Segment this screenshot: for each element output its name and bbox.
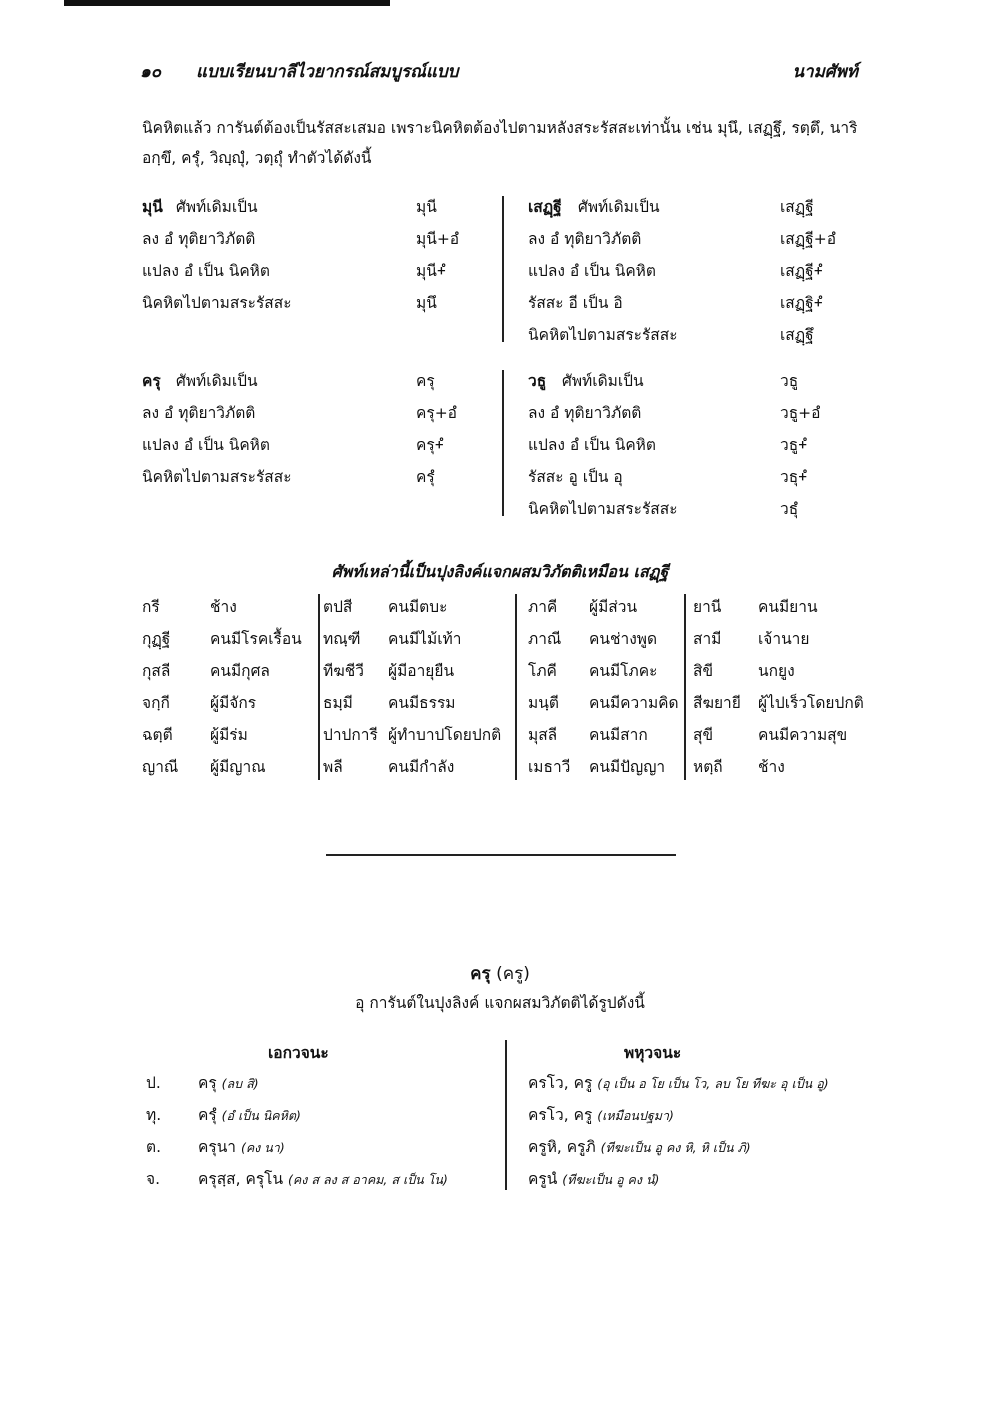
singular-form — [198, 1070, 259, 1095]
vocab-meaning: ผู้มีญาณ — [210, 758, 266, 776]
declension-gloss: (ครู) — [496, 964, 530, 984]
vocab-word: สามี — [693, 630, 722, 648]
plural-note: (เหมือนปฐมา) — [597, 1108, 674, 1123]
derivation-value: เสฏฺฐี+ํ — [780, 262, 823, 280]
plural-form — [528, 1070, 829, 1095]
vocab-word: สุขี — [693, 726, 714, 744]
vocab-meaning: ผู้ทำบาปโดยปกติ — [388, 726, 502, 744]
singular-word: ครุนา — [198, 1138, 236, 1156]
vocab-meaning: คนมีปัญญา — [589, 758, 666, 776]
derivation-value: เสฏฺฐิ+ํ — [780, 294, 823, 312]
vocab-word: ภาคี — [528, 598, 558, 616]
derivation-word: ครุ — [142, 372, 161, 390]
derivation-value: วธู+อํ — [780, 404, 821, 422]
vocab-meaning: ผู้มีจักร — [210, 694, 257, 712]
vocab-word: ญาณี — [142, 758, 179, 776]
derivation-word: เสฏฺฐี — [528, 198, 562, 216]
vocab-meaning: ผู้มีร่ม — [210, 726, 248, 744]
singular-word: ครุสฺส, ครุโน — [198, 1170, 284, 1188]
vocab-meaning: เจ้านาย — [758, 630, 810, 648]
derivation-label: ศัพท์เดิมเป็น — [176, 372, 258, 390]
derivation-word: วธู — [528, 372, 547, 390]
top-rule — [64, 0, 390, 6]
vocab-word: จกฺกี — [142, 694, 170, 712]
vocab-word: สิขี — [693, 662, 714, 680]
book-title: แบบเรียนบาลีไวยากรณ์สมบูรณ์แบบ — [196, 62, 459, 82]
divider-vertical — [502, 196, 504, 342]
derivation-label: ลง อํ ทุติยาวิภัตติ — [142, 404, 256, 422]
derivation-value: วธุ+ํ — [780, 468, 808, 486]
plural-form — [528, 1166, 659, 1191]
page-number: ๑๐ — [140, 62, 162, 82]
derivation-label: ลง อํ ทุติยาวิภัตติ — [528, 230, 642, 248]
derivation-label: รัสสะ อี เป็น อิ — [528, 294, 623, 312]
vocab-meaning: คนมียาน — [758, 598, 818, 616]
vocab-meaning: ผู้มีอายุยืน — [388, 662, 455, 680]
plural-form — [528, 1102, 674, 1127]
divider-vertical — [505, 1040, 507, 1190]
derivation-label: ศัพท์เดิมเป็น — [578, 198, 660, 216]
singular-form — [198, 1166, 448, 1191]
vocab-title: ศัพท์เหล่านี้เป็นปุงลิงค์แจกผสมวิภัตติเหมือน เสฏฺฐี — [331, 562, 669, 581]
plural-note: (ทีฆะเป็น อู คง นํ) — [562, 1172, 660, 1187]
vocab-meaning: ช้าง — [758, 758, 785, 776]
derivation-value: เสฏฺฐี — [780, 198, 814, 216]
vocab-meaning: คนมีกำลัง — [388, 758, 455, 776]
derivation-value: ครุํ — [416, 468, 435, 486]
intro-line: อกฺขึ, ครุํ, วิญฺญุํ, วตฺถุํ ทำตัวได้ดังนี้ — [142, 149, 372, 167]
derivation-label: แปลง อํ เป็น นิคหิต — [142, 436, 270, 454]
declension-subtitle: อุ การันต์ในปุงลิงค์ แจกผสมวิภัตติได้รูปดังนี้ — [355, 994, 645, 1012]
case-label: ทุ. — [146, 1106, 162, 1124]
vocab-meaning: คนมีความสุข — [758, 726, 848, 744]
divider-vertical — [502, 370, 504, 516]
derivation-label: ศัพท์เดิมเป็น — [176, 198, 258, 216]
derivation-label: ลง อํ ทุติยาวิภัตติ — [528, 404, 642, 422]
case-label: ป. — [146, 1074, 161, 1092]
singular-word: ครุ — [198, 1074, 217, 1092]
singular-form — [198, 1102, 301, 1127]
derivation-value: ครุ — [416, 372, 435, 390]
declension-heading — [0, 960, 1000, 987]
derivation-label: นิคหิตไปตามสระรัสสะ — [142, 468, 292, 486]
vocab-word: ยานี — [693, 598, 722, 616]
intro-paragraph — [142, 113, 858, 173]
vocab-meaning: คนมีไม้เท้า — [388, 630, 462, 648]
vocab-meaning: คนมีสาก — [589, 726, 648, 744]
plural-header: พหุวจนะ — [624, 1044, 682, 1062]
vocab-word: เมธาวี — [528, 758, 571, 776]
plural-word: ครโว, ครู — [528, 1106, 593, 1124]
plural-note: (อุ เป็น อ โย เป็น โว, ลบ โย ทีฆะ อุ เป็น อู) — [597, 1076, 829, 1091]
derivation-value: วธุํ — [780, 500, 799, 518]
vocab-word: โภคี — [528, 662, 557, 680]
vocab-meaning: ผู้มีส่วน — [589, 598, 638, 616]
derivation-label: นิคหิตไปตามสระรัสสะ — [528, 326, 678, 344]
vocab-word: กุสลี — [142, 662, 171, 680]
vocab-meaning: คนมีธรรม — [388, 694, 456, 712]
singular-note: (คง ส ลง ส อาคม, ส เป็น โน) — [288, 1172, 448, 1187]
derivation-value: ครุ+ํ — [416, 436, 444, 454]
vocab-word: ตปสี — [323, 598, 353, 616]
vocab-word: สีฆยายี — [693, 694, 741, 712]
vocab-meaning: คนมีความคิด — [589, 694, 679, 712]
derivation-label: แปลง อํ เป็น นิคหิต — [142, 262, 270, 280]
vocab-meaning: คนมีโรคเรื้อน — [210, 630, 302, 648]
plural-word: ครูหิ, ครูภิ — [528, 1138, 596, 1156]
vocab-word: กรี — [142, 598, 160, 616]
singular-note: (ลบ สิ) — [221, 1076, 259, 1091]
divider-vertical — [684, 594, 686, 780]
derivation-word: มุนี — [142, 198, 163, 216]
vocab-word: ฉตฺตี — [142, 726, 173, 744]
case-label: ต. — [146, 1138, 161, 1156]
vocab-word: มุสลี — [528, 726, 558, 744]
singular-note: (คง นา) — [240, 1140, 285, 1155]
derivation-value: มุนึ — [416, 294, 437, 312]
vocab-word: ทณฺฑี — [323, 630, 361, 648]
derivation-value: มุนี+อํ — [416, 230, 460, 248]
derivation-label: ศัพท์เดิมเป็น — [562, 372, 644, 390]
vocab-meaning: ผู้ไปเร็วโดยปกติ — [758, 694, 864, 712]
derivation-value: วธู — [780, 372, 799, 390]
vocab-meaning: คนมีตบะ — [388, 598, 448, 616]
vocab-meaning: คนมีกุศล — [210, 662, 270, 680]
plural-word: ครโว, ครู — [528, 1074, 593, 1092]
plural-note: (ทีฆะเป็น อู คง หิ, หิ เป็น ภิ) — [600, 1140, 751, 1155]
derivation-label: รัสสะ อู เป็น อุ — [528, 468, 623, 486]
derivation-value: เสฏฺฐึ — [780, 326, 814, 344]
divider-vertical — [515, 594, 517, 780]
derivation-value: มุนี — [416, 198, 437, 216]
singular-header: เอกวจนะ — [268, 1044, 329, 1062]
vocab-meaning: คนช่างพูด — [589, 630, 658, 648]
plural-word: ครูนํ — [528, 1170, 558, 1188]
vocab-word: ปาปการี — [323, 726, 378, 744]
derivation-label: แปลง อํ เป็น นิคหิต — [528, 262, 656, 280]
case-label: จ. — [146, 1170, 161, 1188]
intro-line: นิคหิตแล้ว การันต์ต้องเป็นรัสสะเสมอ เพราะนิคหิตต้องไปตามหลังสระรัสสะเท่านั้น เช่น มุนึ, เสฏฺฐึ, รตฺตึ, นาริ — [142, 119, 858, 137]
vocab-word: มนฺตี — [528, 694, 559, 712]
vocab-word: กุฏฺฐี — [142, 630, 171, 648]
derivation-value: เสฏฺฐี+อํ — [780, 230, 837, 248]
derivation-value: ครุ+อํ — [416, 404, 457, 422]
derivation-value: มุนี+ํ — [416, 262, 446, 280]
singular-form — [198, 1134, 285, 1159]
vocab-word: หตฺถี — [693, 758, 723, 776]
vocab-meaning: คนมีโภคะ — [589, 662, 658, 680]
divider-vertical — [318, 594, 320, 780]
declension-word: ครุ — [470, 964, 491, 984]
singular-note: (อํ เป็น นิคหิต) — [221, 1108, 301, 1123]
section-separator — [326, 854, 676, 856]
vocab-word: ธมฺมี — [323, 694, 353, 712]
derivation-label: แปลง อํ เป็น นิคหิต — [528, 436, 656, 454]
derivation-label: นิคหิตไปตามสระรัสสะ — [528, 500, 678, 518]
derivation-value: วธู+ํ — [780, 436, 808, 454]
singular-word: ครุํ — [198, 1106, 217, 1124]
derivation-label: ลง อํ ทุติยาวิภัตติ — [142, 230, 256, 248]
vocab-meaning: ช้าง — [210, 598, 237, 616]
derivation-label: นิคหิตไปตามสระรัสสะ — [142, 294, 292, 312]
vocab-word: พลี — [323, 758, 343, 776]
plural-form — [528, 1134, 751, 1159]
vocab-word: ทีฆชีวี — [323, 662, 364, 680]
section-title: นามศัพท์ — [792, 62, 858, 82]
vocab-word: ภาณี — [528, 630, 562, 648]
vocab-meaning: นกยูง — [758, 662, 795, 680]
